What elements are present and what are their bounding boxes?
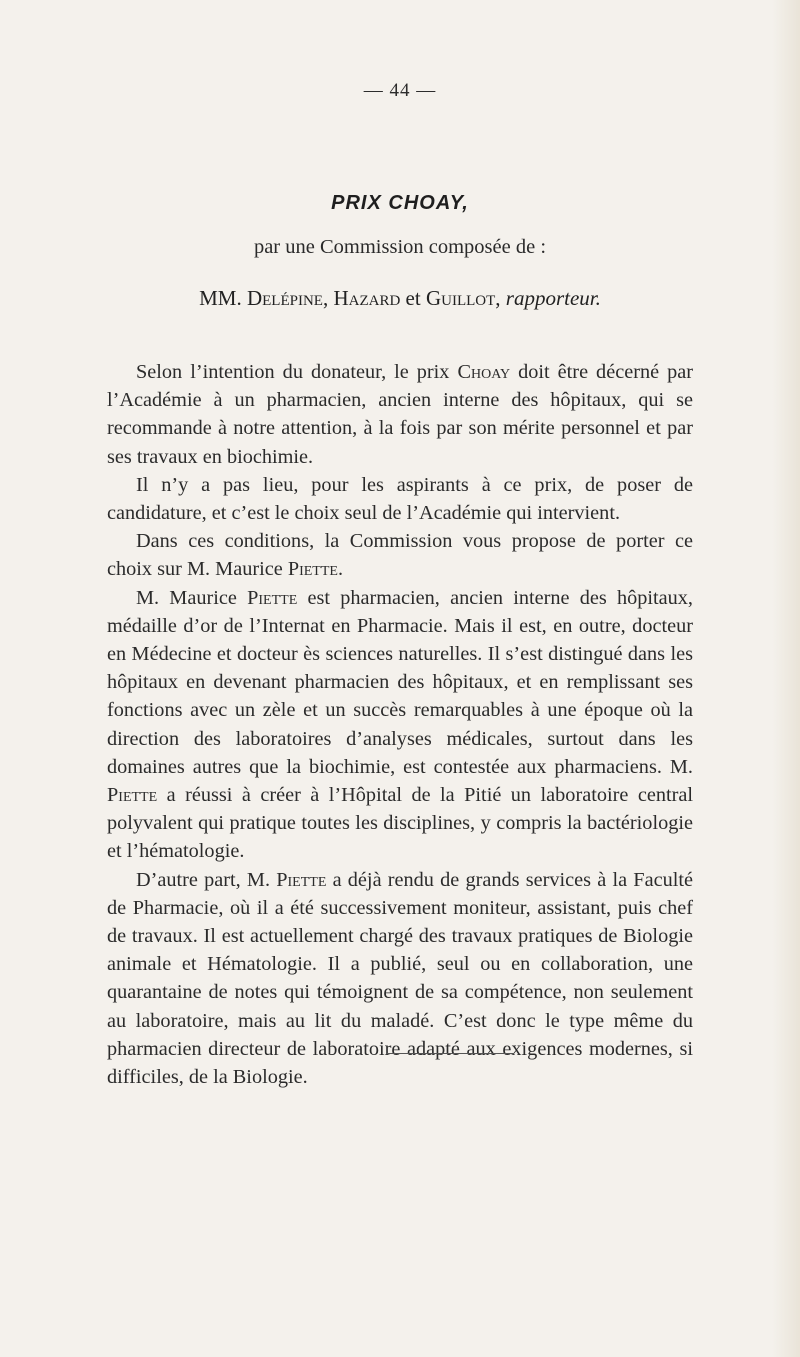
paragraph-text: D’autre part, M. xyxy=(136,868,277,891)
paragraph xyxy=(107,866,693,1092)
members-separator: et xyxy=(400,286,426,310)
name-small-caps: Piette xyxy=(276,868,327,891)
rapporteur-role: rapporteur. xyxy=(505,286,601,310)
paragraph-text: Selon l’intention du donateur, le prix xyxy=(136,361,458,383)
paragraph-text: a déjà rendu de grands services à la Faculté de Pharmacie, où il a été successivement moniteur, assistant, puis chef de travaux. Il est actuellement chargé des travaux pratiques de Biologie animale et Hématologie. Il a publié, seul ou en collaboration, une quarantaine de notes qui témoignent de sa compétence, non seulement au laboratoire, mais au lit du maladé. C’est donc le type même du pharmacien directeur de laboratoire adapté aux exigences modernes, si difficiles, de la Biologie. xyxy=(107,868,693,1089)
commission-members xyxy=(0,286,800,311)
member-hazard: Hazard xyxy=(333,286,401,310)
body-text xyxy=(107,358,693,1091)
name-small-caps: Piette xyxy=(287,558,338,581)
name-small-caps: Choay xyxy=(457,361,511,383)
paragraph xyxy=(107,584,693,866)
commission-line: par une Commission composée de : xyxy=(253,236,547,258)
paragraph-text: a réussi à créer à l’Hôpital de la Pitié un laboratoire central polyvalent qui pratique toutes les disciplines, y compris la bactériologie et l’hématologie. xyxy=(107,784,693,863)
member-guillot: Guillot xyxy=(425,286,496,310)
paragraph-text: . xyxy=(337,558,344,581)
paragraph-text: doit être décerné par l’Académie à un pharmacien, ancien interne des hôpitaux, qui se recommande à notre attention, à la fois par son mérite personnel et par ses travaux en biochimie. xyxy=(107,361,693,468)
section-title: PRIX CHOAY, xyxy=(331,192,469,214)
members-separator: , xyxy=(322,286,334,310)
members-prefix: MM. xyxy=(199,286,247,310)
page-number: — 44 — xyxy=(363,80,437,101)
members-separator: , xyxy=(495,286,506,310)
paragraph-text: est pharmacien, ancien interne des hôpitaux, médaille d’or de l’Internat en Pharmacie. Mais il est, en outre, docteur en Médecine et docteur ès sciences naturelles. Il s’est distingué dans les hôpitaux en devenant pharmacien des hôpitaux, et en remplissant ses fonctions avec un zèle et un succès remarquables à une époque où la direction des laboratoires d’analyses médicales, surtout dans les domaines autres que la biochimie, est contestée aux pharmaciens. M. xyxy=(107,586,693,778)
name-small-caps: Piette xyxy=(107,784,158,807)
paragraph-text: Dans ces conditions, la Commission vous propose de porter ce choix sur M. Maurice xyxy=(107,530,693,581)
name-small-caps: Piette xyxy=(247,586,298,609)
paragraph xyxy=(107,358,693,471)
paragraph-text: Il n’y a pas lieu, pour les aspirants à ce prix, de poser de candidature, et c’est le choix seul de l’Académie qui intervient. xyxy=(107,473,693,525)
paragraph xyxy=(107,471,693,527)
paragraph-text: M. Maurice xyxy=(136,586,248,609)
section-end-rule xyxy=(386,1053,514,1054)
member-delepine: Delépine xyxy=(246,286,323,310)
paragraph xyxy=(107,527,693,583)
